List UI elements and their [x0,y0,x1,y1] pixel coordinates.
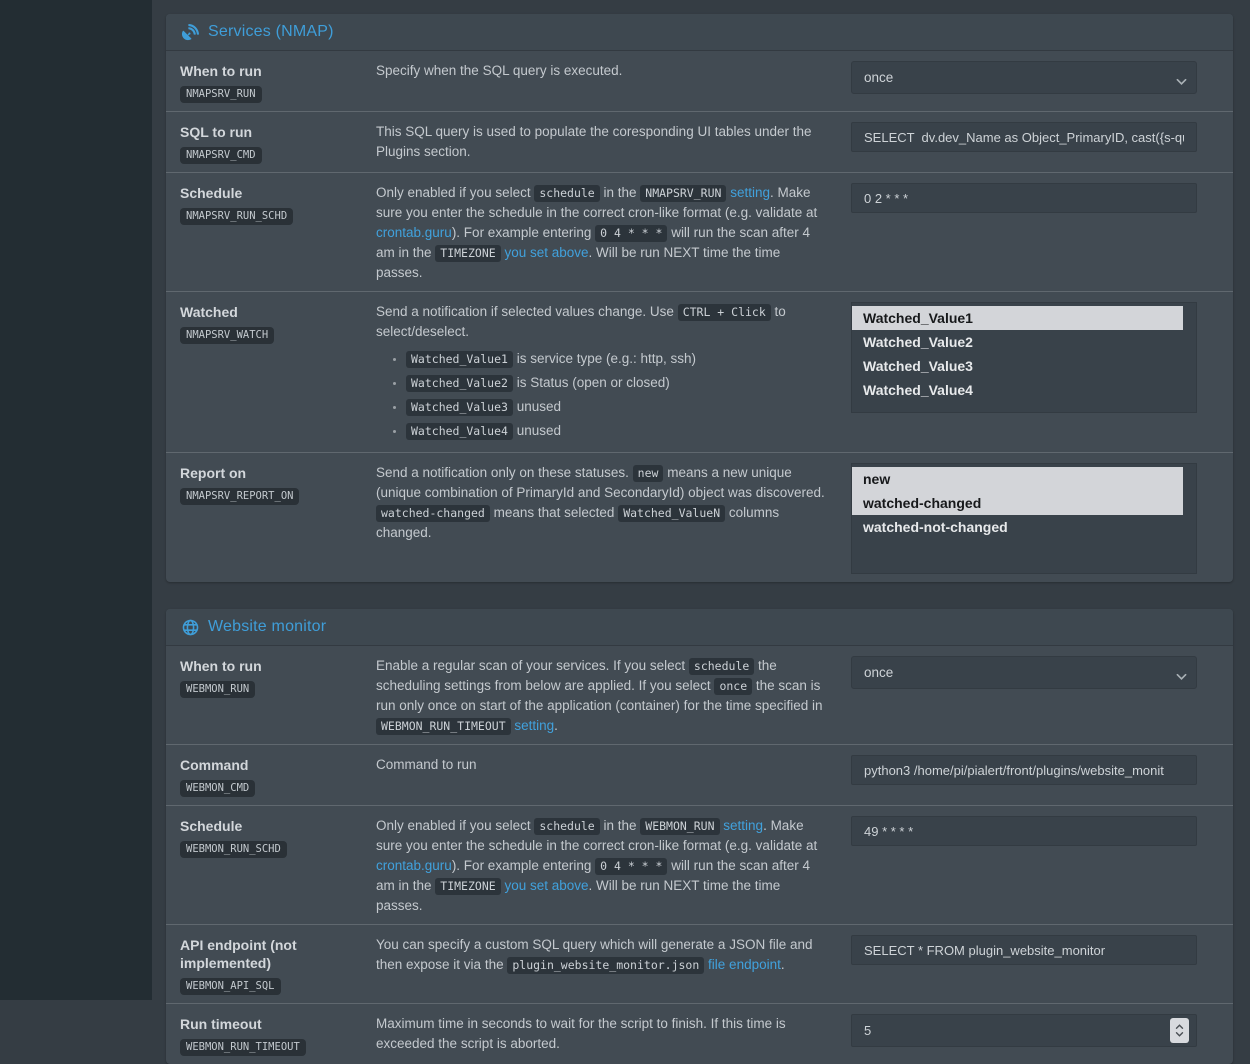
chevron-down-icon [1176,669,1187,684]
globe-icon [182,619,199,636]
panel-body [166,51,1233,582]
multiselect-option[interactable]: Watched_Value2 [863,334,973,350]
setting-input-cell [851,1012,1197,1047]
setting-input-cell [851,181,1197,213]
description-text: means a new unique (unique combination of PrimaryId and SecondaryId) object was discovered. [376,465,825,500]
description-text: . Make sure you enter the schedule in the correct cron-like format (e.g. validate at [376,185,818,220]
webmon-run-timeout-input[interactable] [851,1014,1197,1047]
description-text: unused [512,399,561,414]
nmapsrv-run-select[interactable] [851,61,1197,94]
setting-label: Watched [180,304,238,320]
inline-code: Watched_Value1 [406,351,513,368]
satellite-dish-icon [182,24,199,41]
description-text: to select/deselect. [376,304,786,339]
setting-key-badge: NMAPSRV_RUN_SCHD [180,208,293,225]
setting-label: Schedule [180,818,243,834]
description-text: ). For example entering [451,225,596,240]
setting-input-cell [851,120,1197,152]
setting-row-nmapsrv-run [166,51,1233,111]
description-paragraph [376,816,825,916]
inline-code: once [714,678,752,695]
multiselect-option[interactable]: Watched_Value1 [852,306,1183,330]
webmon-api-sql-input[interactable] [851,935,1197,965]
select-value: once [864,70,894,85]
panel-header [166,14,1233,51]
panel-title: Services (NMAP) [208,23,334,40]
description-paragraph [376,183,825,283]
description-text: . Make sure you enter the schedule in the correct cron-like format (e.g. validate at [376,818,818,853]
panel-header [166,609,1233,646]
inline-code: 0 4 * * * [595,225,667,242]
setting-label-cell [180,461,376,505]
setting-description [376,814,851,916]
setting-label-cell [180,753,376,797]
description-text: Enable a regular scan of your services. If you select [376,658,689,673]
description-text: Send a notification if selected values change. Use [376,304,678,319]
setting-description [376,753,851,775]
description-text: . [780,957,785,972]
description-text: You can specify a custom SQL query which will generate a JSON file and then expose it via the [376,937,813,972]
setting-label: Schedule [180,185,243,201]
description-text: Maximum time in seconds to wait for the script to finish. If this time is exceeded the script is aborted. [376,1016,786,1051]
setting-row-nmapsrv-cmd [166,111,1233,172]
setting-label-cell [180,59,376,103]
description-paragraph [376,755,825,775]
setting-row-nmapsrv-watch [166,291,1233,452]
settings-content [152,0,1250,1064]
setting-key-badge: WEBMON_CMD [180,780,255,797]
webmon-cmd-input[interactable] [851,755,1197,785]
setting-input-cell [851,300,1197,413]
multiselect-option[interactable]: new [852,467,1183,491]
setting-label-cell [180,1012,376,1056]
nmapsrv-cmd-input[interactable] [851,122,1197,152]
setting-row-webmon-run-timeout [166,1003,1233,1064]
setting-key-badge: WEBMON_RUN [180,681,255,698]
setting-key-badge: NMAPSRV_WATCH [180,327,274,344]
setting-description [376,181,851,283]
settings-panel-website-monitor [166,609,1233,1064]
setting-link[interactable]: file endpoint [708,957,781,972]
description-text: the scan is run only once on start of the application (container) for the time specified in [376,678,823,713]
description-text: columns changed. [376,505,780,540]
inline-code: Watched_Value3 [406,399,513,416]
description-paragraph [376,61,825,81]
inline-code: watched-changed [376,505,490,522]
description-text: . [554,718,558,733]
setting-label-cell [180,654,376,698]
setting-description [376,300,851,444]
description-text: will run the scan after 4 am in the [376,858,811,893]
bullet-item [406,348,825,370]
description-paragraph [376,122,825,162]
description-paragraph [376,1014,825,1054]
setting-key-badge: WEBMON_API_SQL [180,978,281,995]
description-text: is Status (open or closed) [512,375,670,390]
setting-key-badge: WEBMON_RUN_SCHD [180,841,287,858]
description-text: This SQL query is used to populate the coresponding UI tables under the Plugins section. [376,124,812,159]
inline-code: NMAPSRV_RUN [640,185,726,202]
setting-row-nmapsrv-run-schd [166,172,1233,291]
inline-code: TIMEZONE [435,878,500,895]
setting-label: Report on [180,465,247,481]
description-text: ). For example entering [451,858,596,873]
description-text: . Will be run NEXT time the time passes. [376,245,781,280]
setting-label-cell [180,814,376,858]
setting-row-webmon-run [166,646,1233,744]
number-spinner[interactable] [1170,1018,1189,1043]
description-paragraph [376,463,825,543]
inline-code: plugin_website_monitor.json [507,957,704,974]
inline-code: 0 4 * * * [595,858,667,875]
setting-description [376,654,851,736]
setting-key-badge: WEBMON_RUN_TIMEOUT [180,1039,306,1056]
description-text: in the [599,185,641,200]
inline-code: WEBMON_RUN_TIMEOUT [376,718,511,735]
setting-input-cell [851,654,1197,689]
nmapsrv-watch-multiselect[interactable] [851,302,1197,413]
settings-panel-services-nmap [166,14,1233,582]
sidebar [0,0,152,1000]
bullet-item [406,420,825,442]
setting-label: Run timeout [180,1016,262,1032]
setting-row-webmon-run-schd [166,805,1233,924]
inline-code: TIMEZONE [435,245,500,262]
setting-key-badge: NMAPSRV_RUN [180,86,262,103]
setting-label-cell [180,181,376,225]
setting-row-nmapsrv-report-on [166,452,1233,582]
setting-key-badge: NMAPSRV_CMD [180,147,262,164]
setting-input-cell [851,814,1197,846]
bullet-item [406,372,825,394]
select-value: once [864,665,894,680]
setting-label: SQL to run [180,124,253,140]
description-text: Only enabled if you select [376,185,535,200]
description-text: Command to run [376,757,477,772]
setting-label: When to run [180,658,262,674]
inline-code: Watched_Value4 [406,423,513,440]
setting-label-cell [180,120,376,164]
setting-link[interactable]: crontab.guru [376,225,452,240]
setting-description [376,120,851,162]
inline-code: schedule [689,658,754,675]
inline-code: schedule [534,185,599,202]
setting-link[interactable]: setting [514,718,555,733]
setting-label: API endpoint (not implemented) [180,937,297,971]
inline-code: Watched_ValueN [618,505,725,522]
description-text: means that selected [489,505,619,520]
nmapsrv-report-on-multiselect[interactable] [851,463,1197,574]
multiselect-option[interactable]: watched-not-changed [863,519,1008,535]
setting-row-webmon-api-sql [166,924,1233,1003]
description-bullet-list [376,348,825,442]
setting-key-badge: NMAPSRV_REPORT_ON [180,488,299,505]
multiselect-option[interactable]: Watched_Value3 [863,358,973,374]
description-text: the scheduling settings from below are applied. If you select [376,658,777,693]
setting-row-webmon-cmd [166,744,1233,805]
description-paragraph [376,302,825,342]
webmon-run-schd-input[interactable] [851,816,1197,846]
inline-code: WEBMON_RUN [640,818,719,835]
description-text: is service type (e.g.: http, ssh) [512,351,697,366]
nmapsrv-run-schd-input[interactable] [851,183,1197,213]
chevron-down-icon [1176,74,1187,89]
setting-input-cell [851,753,1197,785]
webmon-run-select[interactable] [851,656,1197,689]
inline-code: CTRL + Click [678,304,771,321]
inline-code: Watched_Value2 [406,375,513,392]
setting-description [376,461,851,543]
setting-input-cell [851,933,1197,965]
inline-code: schedule [534,818,599,835]
setting-description [376,933,851,975]
setting-description [376,1012,851,1054]
setting-link[interactable]: setting [730,185,770,200]
setting-description [376,59,851,81]
setting-input-cell [851,461,1197,574]
description-text: will run the scan after 4 am in the [376,225,811,260]
setting-label-cell [180,933,376,995]
description-text: . Will be run NEXT time the time passes. [376,878,781,913]
multiselect-option[interactable]: Watched_Value4 [863,382,973,398]
setting-input-cell [851,59,1197,94]
description-text: Specify when the SQL query is executed. [376,63,623,78]
setting-link[interactable]: you set above [504,878,589,893]
panel-title: Website monitor [208,618,327,635]
description-text: Send a notification only on these statuses. [376,465,633,480]
description-text: in the [599,818,641,833]
setting-label-cell [180,300,376,344]
number-field [851,1014,1197,1047]
bullet-item [406,396,825,418]
setting-link[interactable]: crontab.guru [376,858,452,873]
setting-link[interactable]: setting [723,818,764,833]
multiselect-option[interactable]: watched-changed [852,491,1183,515]
description-text: unused [512,423,561,438]
description-paragraph [376,656,825,736]
description-paragraph [376,935,825,975]
setting-label: When to run [180,63,262,79]
setting-label: Command [180,757,249,773]
inline-code: new [633,465,664,482]
description-text: Only enabled if you select [376,818,535,833]
panel-body [166,646,1233,1064]
setting-link[interactable]: you set above [504,245,589,260]
